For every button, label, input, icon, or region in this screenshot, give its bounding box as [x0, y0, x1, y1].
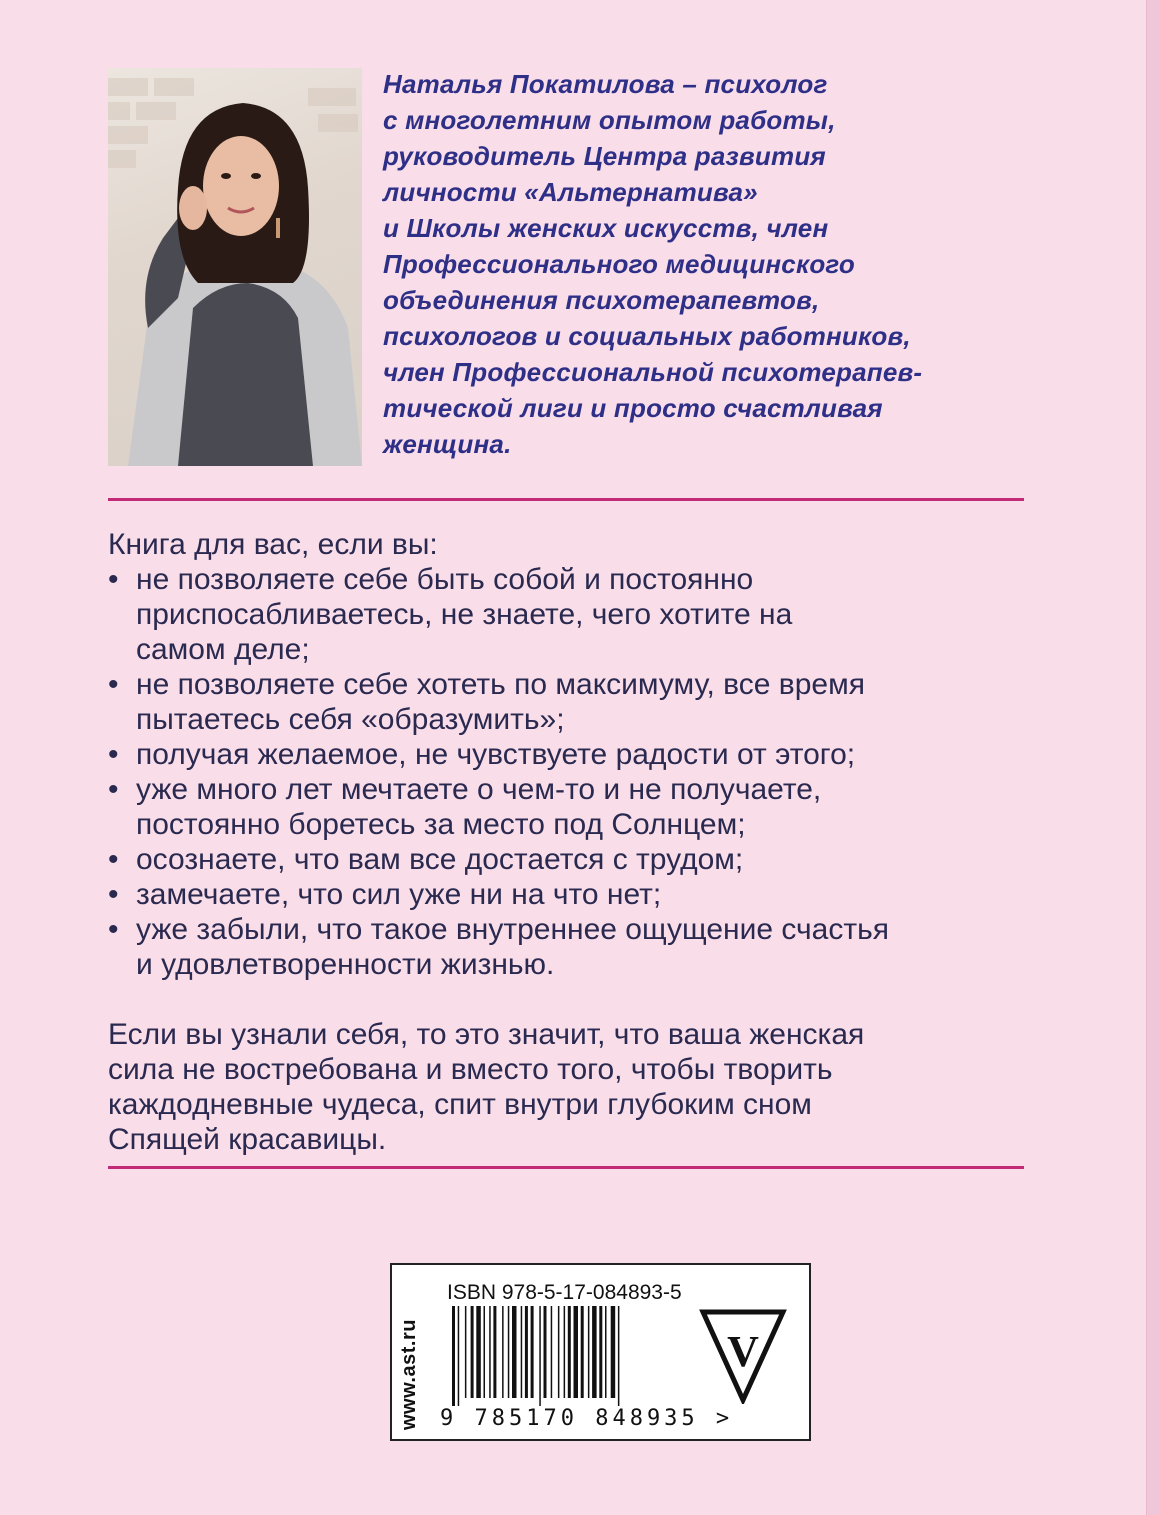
list-item: • не позволяете себе хотеть по максимуму, все время пытаетесь себя «образумить»;	[108, 668, 865, 736]
list-item: • осознаете, что вам все достается с трудом;	[108, 843, 744, 876]
barcode-bar	[599, 1306, 602, 1398]
bullet-icon: •	[108, 738, 119, 771]
list-intro: Книга для вас, если вы:	[108, 528, 438, 561]
barcode-bar	[458, 1306, 460, 1406]
author-bio: Наталья Покатилова – психолог с многолетним опытом работы, руководитель Центра развития личности «Альтернатива» и Школы женских искусств, член Профессионального медицинского объединения психотерапевтов, психологов и социальных работников, член Профессиональной психотерапев- тической лиги и просто счастливая женщина.	[383, 69, 923, 459]
barcode-bar	[581, 1306, 584, 1398]
closing-paragraph: Если вы узнали себя, то это значит, что ваша женская сила не востребована и вместо того, чтобы творить каждодневные чудеса, спит внутри глубоким сном Спящей красавицы.	[108, 1018, 865, 1156]
list-item: • не позволяете себе быть собой и постоянно приспосабливаетесь, не знаете, чего хотите на самом деле;	[108, 563, 793, 666]
barcode-bar	[471, 1306, 474, 1398]
barcode-bar	[618, 1306, 620, 1406]
barcode-image	[452, 1306, 692, 1406]
barcode-bar	[476, 1306, 481, 1398]
bullet-icon: •	[108, 563, 119, 596]
barcode-bar	[605, 1306, 607, 1398]
barcode-bar	[484, 1306, 486, 1398]
barcode-bar	[611, 1306, 616, 1398]
barcode-bar	[544, 1306, 547, 1398]
barcode-bar	[539, 1306, 541, 1406]
bullet-icon: •	[108, 913, 119, 946]
cover-edge	[1146, 0, 1160, 1515]
list-item: • получая желаемое, не чувствуете радости от этого;	[108, 738, 856, 771]
isbn-label: ISBN 978-5-17-084893-5	[447, 1281, 682, 1304]
publisher-site: www.ast.ru	[398, 1319, 420, 1430]
barcode-bar	[508, 1306, 510, 1398]
bullet-icon: •	[108, 878, 119, 911]
bullet-icon: •	[108, 668, 119, 701]
barcode-bar	[489, 1306, 491, 1398]
barcode-bar	[465, 1306, 467, 1398]
main-text	[108, 527, 1038, 1157]
barcode-bar	[493, 1306, 496, 1398]
list-item: • уже забыли, что такое внутреннее ощущение счастья и удовлетворенности жизнью.	[108, 913, 889, 981]
barcode-bar	[512, 1306, 517, 1398]
barcode-digits: 9 785170 848935 >	[440, 1406, 734, 1431]
bullet-list	[108, 562, 1038, 982]
list-item: • замечаете, что сил уже ни на что нет;	[108, 878, 662, 911]
barcode-bar	[551, 1306, 553, 1398]
barcode-bar	[564, 1306, 566, 1398]
barcode-bar	[592, 1306, 597, 1398]
barcode-bar	[452, 1306, 455, 1406]
divider-top	[108, 498, 1024, 501]
divider-bottom	[108, 1166, 1024, 1169]
author-portrait-image	[108, 68, 362, 466]
barcode-bar	[525, 1306, 528, 1398]
barcode-bar	[574, 1306, 579, 1398]
barcode-bar	[531, 1306, 534, 1398]
barcode-bar	[502, 1306, 504, 1398]
barcode-bar	[521, 1306, 523, 1398]
age-mark-icon	[699, 1308, 787, 1404]
author-photo	[108, 68, 362, 466]
bullet-icon: •	[108, 773, 119, 806]
barcode-bar	[558, 1306, 560, 1398]
barcode-bar	[568, 1306, 571, 1398]
bullet-icon: •	[108, 843, 119, 876]
barcode-bar	[588, 1306, 590, 1398]
list-item: • уже много лет мечтаете о чем-то и не получаете, постоянно боретесь за место под Солнцем;	[108, 773, 822, 841]
age-mark-letter: V	[727, 1327, 759, 1376]
